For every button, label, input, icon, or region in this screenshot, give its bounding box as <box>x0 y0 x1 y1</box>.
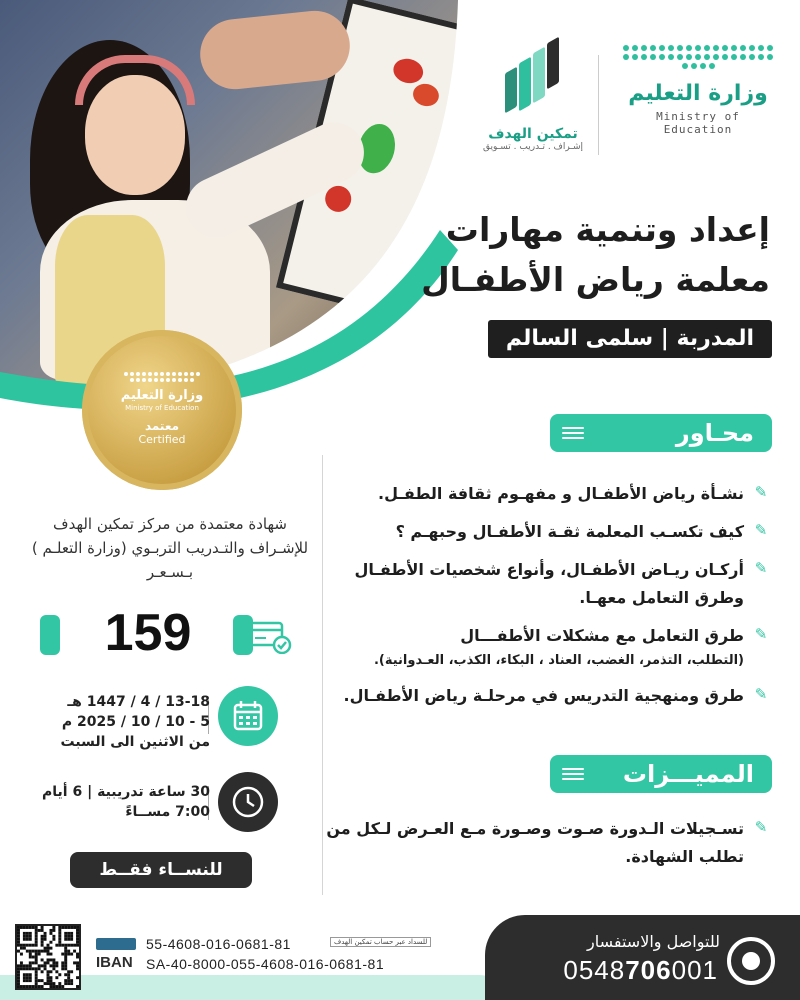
course-title-line1: إعداد وتنمية مهارات <box>445 210 770 249</box>
pin-icon: ✎ <box>754 685 768 703</box>
phone-part-c: 001 <box>671 955 718 985</box>
phone-part-b: 706 <box>625 955 672 985</box>
ministry-name-en: Ministry of Education <box>656 110 740 136</box>
schedule-dates <box>30 692 210 752</box>
topic-item <box>325 682 770 710</box>
certificate-text: شهادة معتمدة من مركز تمكين الهدف للإشـراف والتـدريب التربـوي (وزارة التعلـم ) بـسـعـر <box>31 515 309 581</box>
column-divider <box>322 455 323 895</box>
account-number: 55-4608-016-0681-81 <box>146 936 291 952</box>
center-name: تمكين الهدف <box>488 126 578 142</box>
pin-icon: ✎ <box>754 559 768 577</box>
calendar-icon <box>218 686 278 746</box>
trainer-badge: المدربة | سلمى السالم <box>488 320 772 358</box>
session-time: 7:00 مســاءً <box>125 804 210 820</box>
training-hours: 30 ساعة تدريبية | 6 أيام <box>42 784 210 800</box>
center-logo <box>478 40 588 152</box>
women-only-badge: للنســاء فقــط <box>70 852 252 888</box>
topics-list <box>325 480 770 720</box>
pin-icon: ✎ <box>754 818 768 836</box>
phone-part-a: 0548 <box>563 955 626 985</box>
price-pill-left <box>40 615 60 655</box>
ministry-name-ar: وزارة التعليم <box>628 81 768 106</box>
date-days: من الاثنين الى السبت <box>60 734 210 750</box>
topics-header <box>550 414 772 485</box>
whatsapp-icon[interactable] <box>727 937 775 985</box>
course-title-line2: معلمة رياض الأطفـال <box>421 260 770 299</box>
bank-logo <box>96 938 136 950</box>
course-title <box>410 205 770 305</box>
schedule-time <box>30 782 210 822</box>
ministry-logo <box>618 45 778 136</box>
topic-item <box>325 622 770 672</box>
features-header-label: المميـــزات <box>622 760 754 788</box>
topic-text: أركـان ريـاض الأطفـال، وأنواع شخصيات الأطفـال وطرق التعامل معهـا. <box>354 560 744 607</box>
pin-icon: ✎ <box>754 521 768 539</box>
features-list <box>325 815 770 881</box>
seal-dots-icon <box>122 372 202 382</box>
topic-text: طرق ومنهجية التدريس في مرحلـة رياض الأطفـال. <box>343 686 744 705</box>
seal-certified-en: Certified <box>138 433 186 446</box>
list-icon <box>562 765 584 783</box>
features-header <box>550 755 772 793</box>
list-icon <box>562 424 584 442</box>
seal-ministry-ar: وزارة التعليم <box>120 388 204 403</box>
feature-item <box>325 815 770 871</box>
topic-text: نشـأة رياض الأطفـال و مفهـوم ثقافة الطفـل. <box>377 484 744 503</box>
price-value: 159 <box>104 604 192 662</box>
pin-icon: ✎ <box>754 483 768 501</box>
topics-header-label: محـاور الدورة <box>675 419 754 485</box>
hero-green-arc <box>0 0 480 420</box>
clock-icon <box>218 772 278 832</box>
card-check-icon <box>248 620 292 654</box>
certified-seal <box>82 330 242 490</box>
feature-text: تسـجيلات الـدورة صـوت وصـورة مـع العـرض لـكل من تطلب الشهادة. <box>326 819 744 866</box>
qr-code-icon[interactable] <box>15 924 81 990</box>
date-hijri: 13-18 / 4 / 1447 هـ <box>67 694 210 710</box>
date-gregorian: 5 - 10 / 10 / 2025 م <box>61 714 210 730</box>
contact-phone[interactable] <box>538 955 718 986</box>
seal-ministry-en: Ministry of Education <box>125 404 199 412</box>
ministry-dots-icon <box>623 45 773 69</box>
topic-item <box>325 518 770 546</box>
topic-item <box>325 480 770 508</box>
topic-item <box>325 556 770 612</box>
topic-text: كيف تكسـب المعلمة ثقـة الأطفـال وحبهـم ؟ <box>395 522 744 541</box>
pin-icon: ✎ <box>754 625 768 643</box>
contact-label: للتواصل والاستفسار <box>587 932 720 951</box>
seal-certified-ar: معتمد <box>144 419 180 433</box>
center-tagline: إشـراف . تـدريب . تسـويق <box>482 142 584 152</box>
iban-number: SA-40-8000-055-4608-016-0681-81 <box>146 956 385 972</box>
topic-subtext: (التطلب، التذمر، الغضب، العناد ، البكاء، الكذب، العـدوانية). <box>373 653 744 668</box>
logo-divider <box>598 55 599 155</box>
payment-note: للسداد عبر حساب تمكين الهدف <box>330 937 431 947</box>
center-mark-icon <box>503 40 563 120</box>
iban-label: IBAN <box>96 954 133 971</box>
topic-text: طرق التعامل مع مشكلات الأطفـــال <box>460 626 744 645</box>
